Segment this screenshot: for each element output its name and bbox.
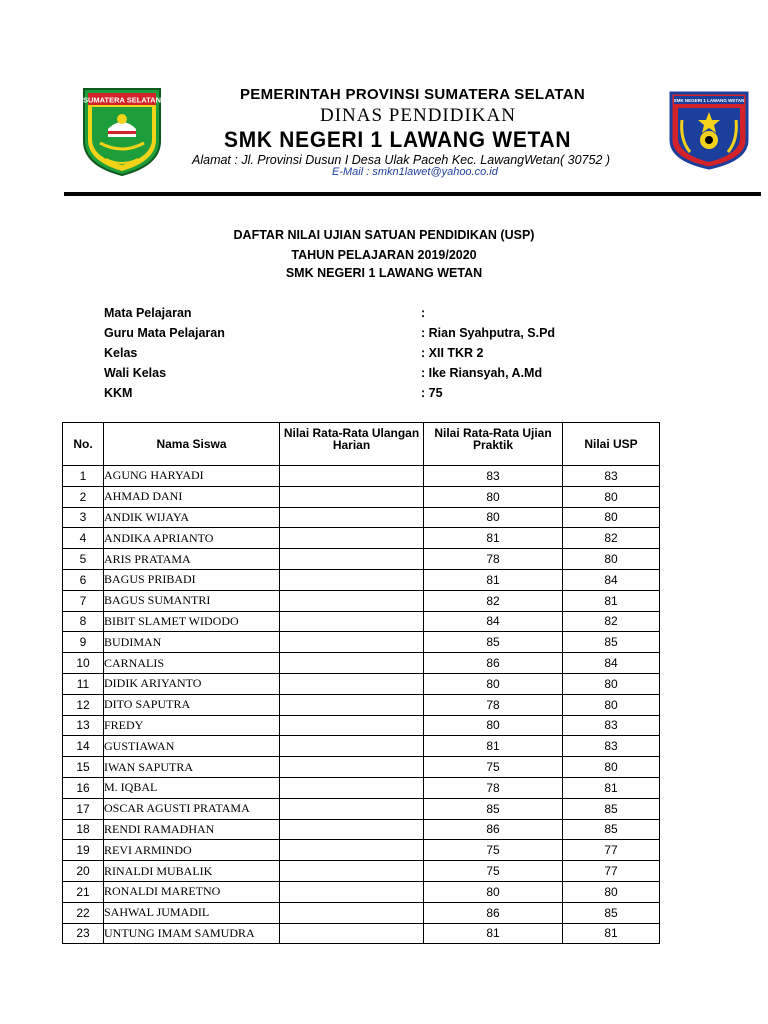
table-row (63, 757, 660, 778)
col-header-daily-avg-line2: Harian (332, 438, 371, 452)
table-row (63, 798, 660, 819)
cell-daily-avg (280, 757, 424, 778)
document-title: DAFTAR NILAI UJIAN SATUAN PENDIDIKAN (USP) (233, 228, 535, 242)
info-value: : Ike Riansyah, A.Md (421, 366, 543, 380)
cell-no: 19 (63, 840, 104, 861)
school-subtitle: SMK NEGERI 1 LAWANG WETAN (285, 266, 483, 280)
cell-no: 7 (63, 590, 104, 611)
cell-usp: 81 (563, 777, 660, 798)
cell-no: 21 (63, 881, 104, 902)
cell-no: 18 (63, 819, 104, 840)
cell-usp: 83 (563, 736, 660, 757)
cell-student-name: M. IQBAL (104, 777, 280, 798)
info-label: Wali Kelas (104, 366, 167, 380)
grades-table (62, 422, 660, 944)
sumatera-selatan-emblem-icon (78, 85, 166, 177)
cell-usp: 85 (563, 798, 660, 819)
table-row (63, 590, 660, 611)
cell-daily-avg (280, 819, 424, 840)
cell-student-name: DIDIK ARIYANTO (104, 673, 280, 694)
letterhead-email: E-Mail : smkn1lawet@yahoo.co.id (332, 166, 498, 178)
cell-student-name: ANDIKA APRIANTO (104, 528, 280, 549)
table-row (63, 486, 660, 507)
cell-no: 8 (63, 611, 104, 632)
cell-student-name: ANDIK WIJAYA (104, 507, 280, 528)
cell-usp: 85 (563, 902, 660, 923)
table-row (63, 528, 660, 549)
cell-usp: 80 (563, 549, 660, 570)
cell-practical-avg: 86 (424, 653, 563, 674)
cell-student-name: BAGUS SUMANTRI (104, 590, 280, 611)
cell-practical-avg: 78 (424, 549, 563, 570)
cell-usp: 81 (563, 590, 660, 611)
cell-student-name: UNTUNG IMAM SAMUDRA (104, 923, 280, 944)
cell-practical-avg: 85 (424, 632, 563, 653)
cell-practical-avg: 75 (424, 757, 563, 778)
info-value: : XII TKR 2 (421, 346, 484, 360)
cell-student-name: BUDIMAN (104, 632, 280, 653)
cell-daily-avg (280, 549, 424, 570)
cell-student-name: SAHWAL JUMADIL (104, 902, 280, 923)
cell-student-name: CARNALIS (104, 653, 280, 674)
cell-practical-avg: 83 (424, 466, 563, 487)
table-body (63, 466, 660, 944)
info-label: KKM (104, 386, 133, 400)
cell-practical-avg: 86 (424, 902, 563, 923)
cell-usp: 80 (563, 486, 660, 507)
table-row (63, 632, 660, 653)
cell-usp: 77 (563, 840, 660, 861)
cell-usp: 81 (563, 923, 660, 944)
cell-practical-avg: 80 (424, 715, 563, 736)
cell-practical-avg: 84 (424, 611, 563, 632)
cell-usp: 80 (563, 673, 660, 694)
table-row (63, 923, 660, 944)
cell-student-name: DITO SAPUTRA (104, 694, 280, 715)
cell-daily-avg (280, 611, 424, 632)
cell-usp: 80 (563, 757, 660, 778)
cell-usp: 80 (563, 507, 660, 528)
logo-right-text: SMK NEGERI 1 LAWANG WETAN (673, 98, 745, 103)
col-header-practical-avg-line2: Praktik (472, 438, 514, 452)
cell-practical-avg: 80 (424, 881, 563, 902)
cell-no: 3 (63, 507, 104, 528)
cell-no: 13 (63, 715, 104, 736)
cell-daily-avg (280, 694, 424, 715)
table-row (63, 881, 660, 902)
table-row (63, 736, 660, 757)
cell-no: 10 (63, 653, 104, 674)
cell-daily-avg (280, 486, 424, 507)
cell-student-name: FREDY (104, 715, 280, 736)
cell-student-name: RENDI RAMADHAN (104, 819, 280, 840)
cell-daily-avg (280, 590, 424, 611)
cell-daily-avg (280, 777, 424, 798)
cell-no: 6 (63, 569, 104, 590)
cell-daily-avg (280, 881, 424, 902)
cell-practical-avg: 75 (424, 861, 563, 882)
cell-usp: 77 (563, 861, 660, 882)
cell-practical-avg: 78 (424, 694, 563, 715)
cell-student-name: AGUNG HARYADI (104, 466, 280, 487)
cell-daily-avg (280, 902, 424, 923)
cell-student-name: BIBIT SLAMET WIDODO (104, 611, 280, 632)
cell-no: 12 (63, 694, 104, 715)
cell-usp: 83 (563, 466, 660, 487)
cell-usp: 80 (563, 694, 660, 715)
cell-no: 17 (63, 798, 104, 819)
col-header-daily-avg-line1: Nilai Rata-Rata Ulangan (283, 426, 420, 440)
info-label: Kelas (104, 346, 138, 360)
table-row (63, 861, 660, 882)
table-row (63, 694, 660, 715)
table-row (63, 840, 660, 861)
cell-student-name: BAGUS PRIBADI (104, 569, 280, 590)
cell-no: 16 (63, 777, 104, 798)
cell-daily-avg (280, 528, 424, 549)
cell-no: 1 (63, 466, 104, 487)
logo-left-text: SUMATERA SELATAN (82, 95, 162, 105)
table-row (63, 569, 660, 590)
info-value: : Rian Syahputra, S.Pd (421, 326, 556, 340)
cell-practical-avg: 81 (424, 528, 563, 549)
table-row (63, 549, 660, 570)
cell-daily-avg (280, 653, 424, 674)
col-header-practical-avg (424, 423, 563, 466)
cell-student-name: RINALDI MUBALIK (104, 861, 280, 882)
cell-usp: 85 (563, 632, 660, 653)
table-row (63, 507, 660, 528)
cell-daily-avg (280, 507, 424, 528)
cell-daily-avg (280, 466, 424, 487)
table-row (63, 819, 660, 840)
cell-student-name: REVI ARMINDO (104, 840, 280, 861)
cell-no: 15 (63, 757, 104, 778)
table-row (63, 653, 660, 674)
cell-practical-avg: 82 (424, 590, 563, 611)
letterhead-address: Alamat : Jl. Provinsi Dusun I Desa Ulak Paceh Kec. LawangWetan( 30752 ) (192, 153, 611, 167)
cell-no: 20 (63, 861, 104, 882)
cell-daily-avg (280, 840, 424, 861)
cell-daily-avg (280, 632, 424, 653)
letterhead-school-name: SMK NEGERI 1 LAWANG WETAN (224, 127, 572, 152)
table-row (63, 611, 660, 632)
cell-practical-avg: 80 (424, 486, 563, 507)
table-row (63, 466, 660, 487)
cell-student-name: RONALDI MARETNO (104, 881, 280, 902)
cell-practical-avg: 80 (424, 673, 563, 694)
cell-student-name: AHMAD DANI (104, 486, 280, 507)
info-label: Guru Mata Pelajaran (104, 326, 225, 340)
letterhead-department: DINAS PENDIDIKAN (320, 105, 516, 126)
table-header-row (63, 423, 660, 466)
cell-daily-avg (280, 798, 424, 819)
col-header-daily-avg (280, 423, 424, 466)
cell-usp: 84 (563, 569, 660, 590)
cell-practical-avg: 81 (424, 736, 563, 757)
cell-daily-avg (280, 569, 424, 590)
academic-year: TAHUN PELAJARAN 2019/2020 (291, 248, 477, 262)
cell-student-name: OSCAR AGUSTI PRATAMA (104, 798, 280, 819)
cell-practical-avg: 80 (424, 507, 563, 528)
cell-no: 23 (63, 923, 104, 944)
cell-practical-avg: 75 (424, 840, 563, 861)
cell-practical-avg: 85 (424, 798, 563, 819)
table-row (63, 715, 660, 736)
table-row (63, 902, 660, 923)
cell-no: 22 (63, 902, 104, 923)
cell-student-name: GUSTIAWAN (104, 736, 280, 757)
cell-no: 2 (63, 486, 104, 507)
col-header-practical-avg-line1: Nilai Rata-Rata Ujian (434, 426, 552, 440)
cell-practical-avg: 86 (424, 819, 563, 840)
cell-student-name: IWAN SAPUTRA (104, 757, 280, 778)
col-header-usp: Nilai USP (563, 423, 660, 466)
cell-usp: 83 (563, 715, 660, 736)
cell-practical-avg: 81 (424, 569, 563, 590)
cell-daily-avg (280, 715, 424, 736)
cell-no: 4 (63, 528, 104, 549)
letterhead-divider (64, 192, 761, 196)
cell-daily-avg (280, 923, 424, 944)
info-label: Mata Pelajaran (104, 306, 192, 320)
cell-daily-avg (280, 861, 424, 882)
cell-usp: 84 (563, 653, 660, 674)
info-value: : 75 (421, 386, 443, 400)
cell-no: 14 (63, 736, 104, 757)
cell-no: 5 (63, 549, 104, 570)
cell-usp: 82 (563, 528, 660, 549)
cell-usp: 82 (563, 611, 660, 632)
col-header-no: No. (63, 423, 104, 466)
cell-usp: 80 (563, 881, 660, 902)
cell-no: 11 (63, 673, 104, 694)
info-value: : (421, 306, 426, 320)
cell-no: 9 (63, 632, 104, 653)
cell-practical-avg: 81 (424, 923, 563, 944)
col-header-name: Nama Siswa (104, 423, 280, 466)
cell-daily-avg (280, 736, 424, 757)
cell-student-name: ARIS PRATAMA (104, 549, 280, 570)
cell-usp: 85 (563, 819, 660, 840)
letterhead-government: PEMERINTAH PROVINSI SUMATERA SELATAN (240, 86, 585, 103)
cell-daily-avg (280, 673, 424, 694)
cell-practical-avg: 78 (424, 777, 563, 798)
table-row (63, 673, 660, 694)
table-row (63, 777, 660, 798)
